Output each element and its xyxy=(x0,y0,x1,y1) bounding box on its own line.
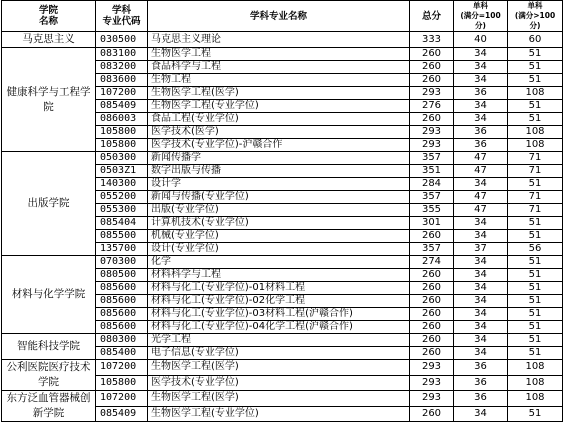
total-score: 260 xyxy=(410,282,454,295)
total-score: 260 xyxy=(410,113,454,126)
total-score: 301 xyxy=(410,217,454,230)
single-score-100: 34 xyxy=(454,178,508,191)
header-college: 学院 名称 xyxy=(2,1,96,32)
single-score-100: 34 xyxy=(454,113,508,126)
single-score-over-100: 51 xyxy=(508,61,563,74)
table-row xyxy=(2,391,563,407)
total-score: 260 xyxy=(410,61,454,74)
total-score: 357 xyxy=(410,243,454,256)
total-score: 333 xyxy=(410,32,454,48)
total-score: 260 xyxy=(410,269,454,282)
single-score-over-100: 71 xyxy=(508,191,563,204)
major-code: 107200 xyxy=(96,391,148,407)
major-name: 设计(专业学位) xyxy=(148,243,410,256)
single-score-100: 34 xyxy=(454,269,508,282)
total-score: 284 xyxy=(410,178,454,191)
total-score: 260 xyxy=(410,406,454,422)
single-score-100: 36 xyxy=(454,139,508,152)
total-score: 260 xyxy=(410,230,454,243)
single-score-over-100: 51 xyxy=(508,74,563,87)
single-score-over-100: 51 xyxy=(508,48,563,61)
major-code: 105800 xyxy=(96,139,148,152)
major-name: 设计学 xyxy=(148,178,410,191)
major-code: 085400 xyxy=(96,347,148,360)
single-score-100: 36 xyxy=(454,360,508,376)
total-score: 355 xyxy=(410,204,454,217)
major-code: 050300 xyxy=(96,152,148,165)
header-code: 学科 专业代码 xyxy=(96,1,148,32)
major-name: 生物医学工程(专业学位) xyxy=(148,100,410,113)
major-code: 085600 xyxy=(96,321,148,334)
single-score-over-100: 51 xyxy=(508,113,563,126)
table-row xyxy=(2,334,563,347)
major-code: 083200 xyxy=(96,61,148,74)
major-name: 新闻传播学 xyxy=(148,152,410,165)
single-score-100: 36 xyxy=(454,126,508,139)
major-name: 马克思主义理论 xyxy=(148,32,410,48)
major-code: 0503Z1 xyxy=(96,165,148,178)
single-score-over-100: 108 xyxy=(508,375,563,391)
single-score-over-100: 51 xyxy=(508,256,563,269)
single-score-100: 36 xyxy=(454,391,508,407)
major-name: 食品科学与工程 xyxy=(148,61,410,74)
single-score-100: 47 xyxy=(454,204,508,217)
major-name: 出版(专业学位) xyxy=(148,204,410,217)
major-code: 107200 xyxy=(96,360,148,376)
single-score-over-100: 56 xyxy=(508,243,563,256)
score-table xyxy=(1,0,563,422)
major-name: 数字出版与传播 xyxy=(148,165,410,178)
college-name: 马克思主义 xyxy=(2,32,96,48)
college-name: 智能科技学院 xyxy=(2,334,96,360)
major-code: 085404 xyxy=(96,217,148,230)
major-name: 医学技术(医学) xyxy=(148,126,410,139)
total-score: 274 xyxy=(410,256,454,269)
single-score-100: 34 xyxy=(454,334,508,347)
major-code: 107200 xyxy=(96,87,148,100)
single-score-over-100: 51 xyxy=(508,269,563,282)
total-score: 293 xyxy=(410,87,454,100)
major-name: 生物医学工程(医学) xyxy=(148,360,410,376)
single-score-100: 47 xyxy=(454,165,508,178)
total-score: 293 xyxy=(410,391,454,407)
single-score-over-100: 71 xyxy=(508,152,563,165)
total-score: 260 xyxy=(410,48,454,61)
total-score: 260 xyxy=(410,334,454,347)
single-score-over-100: 51 xyxy=(508,347,563,360)
major-code: 086003 xyxy=(96,113,148,126)
header-major: 学科专业名称 xyxy=(148,1,410,32)
single-score-100: 36 xyxy=(454,375,508,391)
total-score: 293 xyxy=(410,139,454,152)
single-score-100: 47 xyxy=(454,152,508,165)
header-total: 总分 xyxy=(410,1,454,32)
major-name: 机械(专业学位) xyxy=(148,230,410,243)
major-name: 材料与化工(专业学位)-03材料工程(沪赣合作) xyxy=(148,308,410,321)
major-code: 083600 xyxy=(96,74,148,87)
major-code: 085600 xyxy=(96,282,148,295)
total-score: 276 xyxy=(410,100,454,113)
college-name: 公利医院医疗技术学院 xyxy=(2,360,96,391)
major-name: 材料科学与工程 xyxy=(148,269,410,282)
single-score-over-100: 71 xyxy=(508,204,563,217)
table-row xyxy=(2,152,563,165)
total-score: 293 xyxy=(410,126,454,139)
major-name: 生物工程 xyxy=(148,74,410,87)
header-row xyxy=(2,1,563,32)
major-name: 计算机技术(专业学位) xyxy=(148,217,410,230)
single-score-over-100: 108 xyxy=(508,391,563,407)
major-name: 光学工程 xyxy=(148,334,410,347)
header-single-100: 单科 (满分=100分) xyxy=(454,1,508,32)
single-score-over-100: 60 xyxy=(508,32,563,48)
single-score-100: 34 xyxy=(454,347,508,360)
single-score-over-100: 108 xyxy=(508,126,563,139)
single-score-100: 34 xyxy=(454,48,508,61)
table-row xyxy=(2,48,563,61)
single-score-100: 36 xyxy=(454,87,508,100)
table-body xyxy=(2,32,563,422)
single-score-100: 34 xyxy=(454,61,508,74)
major-name: 食品工程(专业学位) xyxy=(148,113,410,126)
total-score: 293 xyxy=(410,360,454,376)
college-name: 材料与化学学院 xyxy=(2,256,96,334)
total-score: 357 xyxy=(410,152,454,165)
major-code: 085409 xyxy=(96,100,148,113)
single-score-over-100: 51 xyxy=(508,308,563,321)
table-row xyxy=(2,360,563,376)
total-score: 260 xyxy=(410,295,454,308)
major-code: 080500 xyxy=(96,269,148,282)
college-name: 东方泛血管器械创新学院 xyxy=(2,391,96,422)
major-code: 140300 xyxy=(96,178,148,191)
single-score-100: 34 xyxy=(454,406,508,422)
single-score-100: 34 xyxy=(454,295,508,308)
total-score: 351 xyxy=(410,165,454,178)
major-name: 生物医学工程 xyxy=(148,48,410,61)
table-row xyxy=(2,256,563,269)
single-score-100: 34 xyxy=(454,321,508,334)
single-score-over-100: 51 xyxy=(508,100,563,113)
major-code: 030500 xyxy=(96,32,148,48)
single-score-100: 34 xyxy=(454,256,508,269)
total-score: 260 xyxy=(410,308,454,321)
major-code: 055200 xyxy=(96,191,148,204)
major-name: 材料与化工(专业学位)-04化学工程(沪赣合作) xyxy=(148,321,410,334)
major-code: 055300 xyxy=(96,204,148,217)
single-score-over-100: 51 xyxy=(508,406,563,422)
major-code: 135700 xyxy=(96,243,148,256)
single-score-over-100: 51 xyxy=(508,178,563,191)
single-score-over-100: 51 xyxy=(508,321,563,334)
total-score: 357 xyxy=(410,191,454,204)
single-score-100: 34 xyxy=(454,217,508,230)
major-code: 080300 xyxy=(96,334,148,347)
major-name: 生物医学工程(医学) xyxy=(148,87,410,100)
major-code: 083100 xyxy=(96,48,148,61)
single-score-over-100: 71 xyxy=(508,165,563,178)
single-score-over-100: 51 xyxy=(508,295,563,308)
major-code: 105800 xyxy=(96,126,148,139)
single-score-100: 34 xyxy=(454,74,508,87)
single-score-over-100: 51 xyxy=(508,282,563,295)
major-name: 医学技术(专业学位) xyxy=(148,375,410,391)
major-name: 电子信息(专业学位) xyxy=(148,347,410,360)
single-score-100: 47 xyxy=(454,191,508,204)
single-score-100: 34 xyxy=(454,100,508,113)
single-score-over-100: 51 xyxy=(508,334,563,347)
major-name: 生物医学工程(医学) xyxy=(148,391,410,407)
single-score-over-100: 51 xyxy=(508,230,563,243)
single-score-100: 34 xyxy=(454,308,508,321)
total-score: 260 xyxy=(410,321,454,334)
total-score: 293 xyxy=(410,375,454,391)
single-score-over-100: 51 xyxy=(508,217,563,230)
major-name: 新闻与传播(专业学位) xyxy=(148,191,410,204)
single-score-100: 34 xyxy=(454,230,508,243)
header-single-150: 单科 (满分>100分) xyxy=(508,1,563,32)
major-code: 085500 xyxy=(96,230,148,243)
single-score-over-100: 108 xyxy=(508,360,563,376)
major-name: 医学技术(专业学位)-沪赣合作 xyxy=(148,139,410,152)
major-code: 085600 xyxy=(96,308,148,321)
single-score-100: 40 xyxy=(454,32,508,48)
major-code: 070300 xyxy=(96,256,148,269)
single-score-100: 37 xyxy=(454,243,508,256)
single-score-over-100: 108 xyxy=(508,87,563,100)
major-code: 085409 xyxy=(96,406,148,422)
major-code: 105800 xyxy=(96,375,148,391)
major-code: 085600 xyxy=(96,295,148,308)
major-name: 材料与化工(专业学位)-01材料工程 xyxy=(148,282,410,295)
total-score: 260 xyxy=(410,74,454,87)
major-name: 生物医学工程(专业学位) xyxy=(148,406,410,422)
single-score-over-100: 108 xyxy=(508,139,563,152)
table-row xyxy=(2,32,563,48)
major-name: 化学 xyxy=(148,256,410,269)
major-name: 材料与化工(专业学位)-02化学工程 xyxy=(148,295,410,308)
single-score-100: 34 xyxy=(454,282,508,295)
total-score: 260 xyxy=(410,347,454,360)
college-name: 出版学院 xyxy=(2,152,96,256)
college-name: 健康科学与工程学院 xyxy=(2,48,96,152)
